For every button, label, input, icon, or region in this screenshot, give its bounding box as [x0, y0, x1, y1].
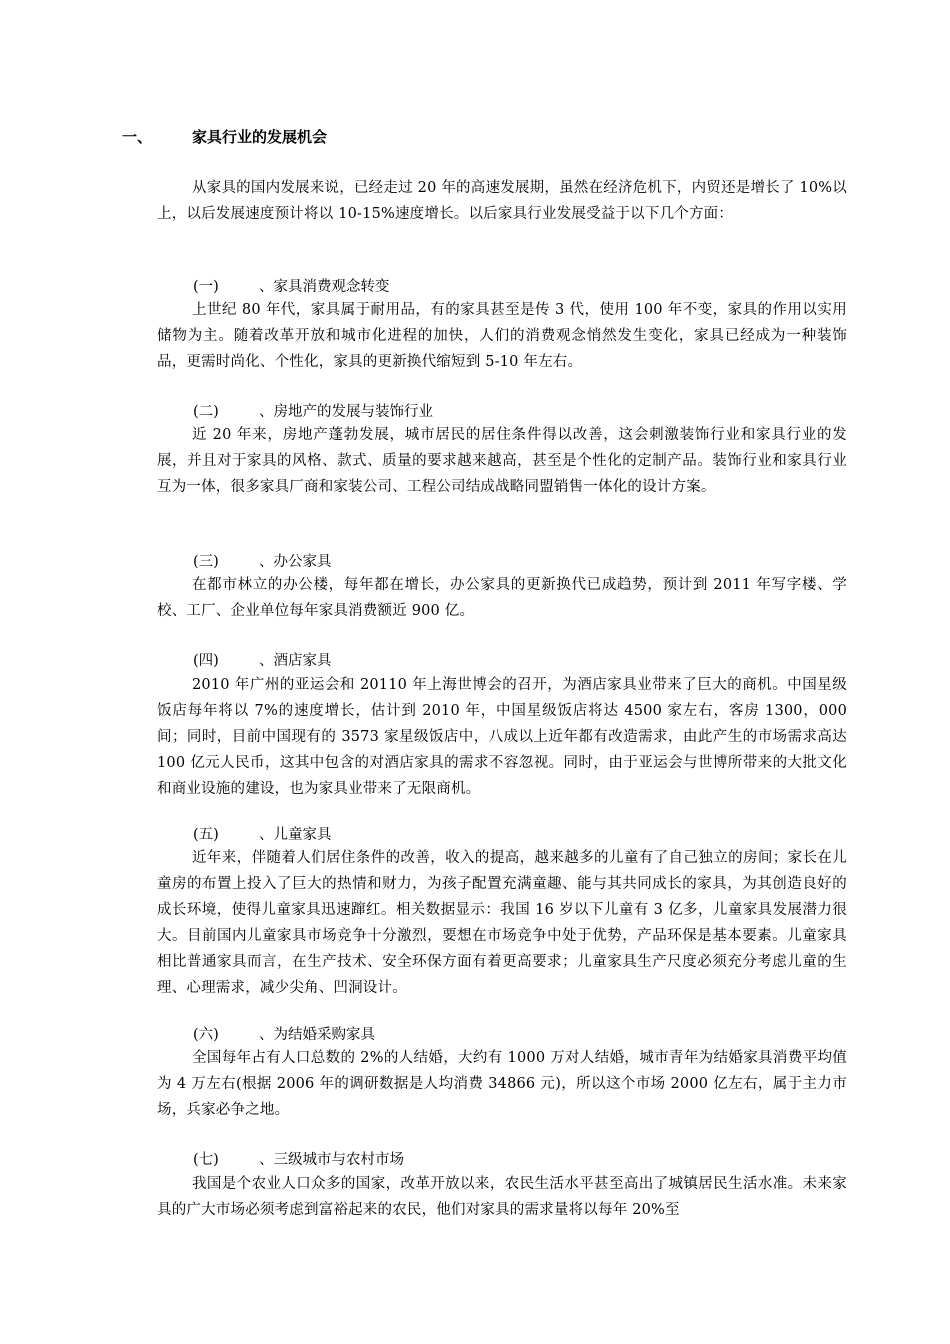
- subheading-number: (六): [193, 1027, 219, 1043]
- subheading-number: (三): [193, 554, 219, 570]
- subheading-title: 、家具消费观念转变: [259, 279, 390, 295]
- subheading-number: (七): [193, 1152, 219, 1168]
- paragraph-5: 近年来，伴随着人们居住条件的改善，收入的提高，越来越多的儿童有了自己独立的房间；家长在儿童房的布置上投入了巨大的热情和财力，为孩子配置充满童趣、能与其共同成长的家具，为其创造良好的成长环境，使得儿童家具迅速蹿红。相关数据显示：我国 16 岁以下儿童有 3 亿多，儿童家具发展潜力很大。目前国内儿童家具市场竞争十分激烈，要想在市场竞争中处于优势，产品环保是基本要素。儿童家具相比普通家具而言，在生产技术、安全环保方面有着更高要求；儿童家具生产尺度必须充分考虑儿童的生理、心理需求，减少尖角、凹洞设计。: [157, 850, 847, 996]
- subheading-number: (一): [193, 279, 219, 295]
- subheading-number: (二): [193, 404, 219, 420]
- subheading-title: 、办公家具: [259, 554, 332, 570]
- subheading-number: (四): [193, 653, 219, 669]
- section-number: 一、: [122, 128, 153, 146]
- paragraph-1: 上世纪 80 年代，家具属于耐用品，有的家具甚至是传 3 代，使用 100 年不变，家具的作用以实用储物为主。随着改革开放和城市化进程的加快，人们的消费观念悄然发生变化，家具已经成为一种装饰品，更需时尚化、个性化，家具的更新换代缩短到 5-10 年左右。: [157, 302, 847, 370]
- paragraph-6: 全国每年占有人口总数的 2%的人结婚，大约有 1000 万对人结婚，城市青年为结婚家具消费平均值为 4 万左右(根据 2006 年的调研数据是人均消费 34866 元)，所以这个市场 2000 亿左右，属于主力市场，兵家必争之地。: [157, 1050, 847, 1118]
- subheading-number: (五): [193, 827, 219, 843]
- paragraph-7: 我国是个农业人口众多的国家，改革开放以来，农民生活水平甚至高出了城镇居民生活水准。未来家具的广大市场必须考虑到富裕起来的农民，他们对家具的需求量将以每年 20%至: [157, 1176, 847, 1218]
- subheading-title: 、酒店家具: [259, 653, 332, 669]
- subheading-title: 、儿童家具: [259, 827, 332, 843]
- paragraph-2: 近 20 年来，房地产蓬勃发展，城市居民的居住条件得以改善，这会刺激装饰行业和家具行业的发展，并且对于家具的风格、款式、质量的要求越来越高，甚至是个性化的定制产品。装饰行业和家具行业互为一体，很多家具厂商和家装公司、工程公司结成战略同盟销售一体化的设计方案。: [157, 427, 847, 495]
- intro-paragraph: 从家具的国内发展来说，已经走过 20 年的高速发展期，虽然在经济危机下，内贸还是增长了 10%以上，以后发展速度预计将以 10-15%速度增长。以后家具行业发展受益于以下几个方面：: [157, 180, 847, 222]
- section-title: 家具行业的发展机会: [192, 128, 328, 146]
- subheading-title: 、为结婚采购家具: [259, 1027, 375, 1043]
- subheading-title: 、房地产的发展与装饰行业: [259, 404, 433, 420]
- paragraph-4: 2010 年广州的亚运会和 20110 年上海世博会的召开，为酒店家具业带来了巨大的商机。中国星级饭店每年将以 7%的速度增长，估计到 2010 年，中国星级饭店将达 4500 家左右，客房 1300，000 间；同时，目前中国现有的 3573 家星级饭店中，八成以上近年都有改造需求，由此产生的市场需求高达 100 亿元人民币，这其中包含的对酒店家具的需求不容忽视。同时，由于亚运会与世博所带来的大批文化和商业设施的建设，也为家具业带来了无限商机。: [157, 677, 847, 797]
- subheading-title: 、三级城市与农村市场: [259, 1152, 404, 1168]
- paragraph-3: 在都市林立的办公楼，每年都在增长，办公家具的更新换代已成趋势，预计到 2011 年写字楼、学校、工厂、企业单位每年家具消费额近 900 亿。: [157, 577, 847, 619]
